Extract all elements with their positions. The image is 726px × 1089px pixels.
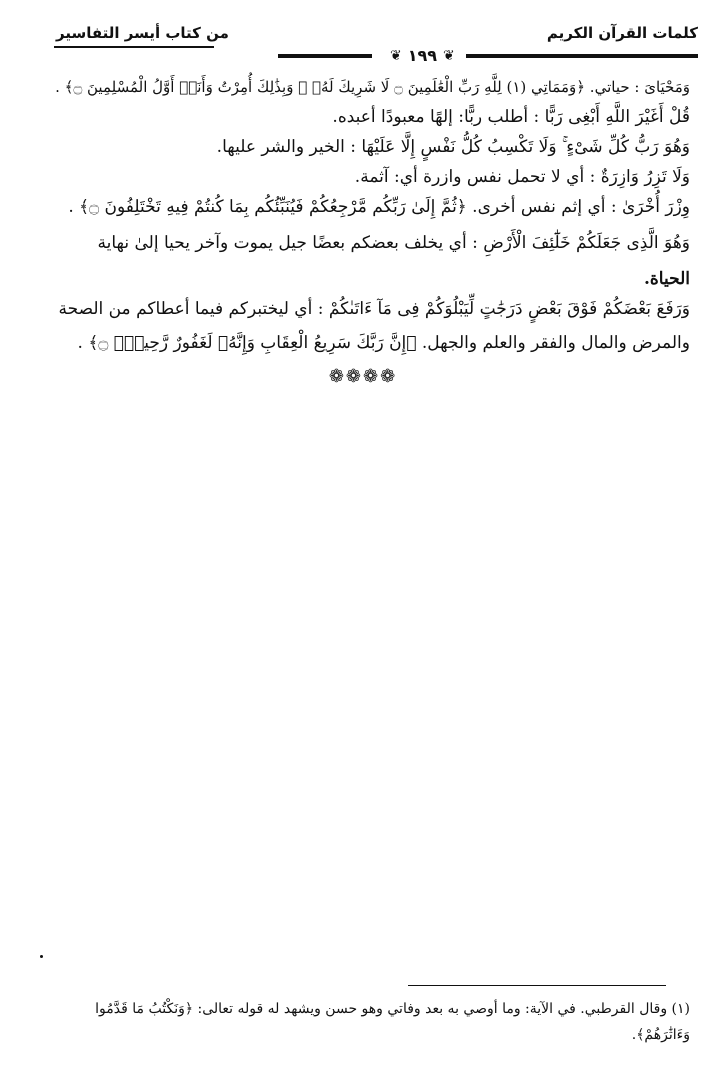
main-text [40,72,690,358]
book-title: كلمات القرآن الكريم [546,24,698,42]
text-line-6: وَهُوَ الَّذِى جَعَلَكُمْ خَلَٰٓئِفَ الْأَرْضِ : أي يخلف بعضكم بعضًا جيل يموت وآخر يحيا إلىٰ نهاية [97,233,690,253]
text-line-3: وَهُوَ رَبُّ كُلِّ شَىْءٍ ۚ وَلَا تَكْسِبُ كُلُّ نَفْسٍ إِلَّا عَلَيْهَا : الخير والشر عليها. [216,137,690,157]
page-header [50,10,698,66]
text-line-8: وَرَفَعَ بَعْضَكُمْ فَوْقَ بَعْضٍ دَرَجَٰتٍ لِّيَبْلُوَكُمْ فِى مَآ ءَاتَىٰكُمْ : أي ليختبركم فيما أعطاكم من الصحة [58,299,690,319]
page-number-group [390,46,455,65]
text-line-4: وَلَا تَزِرُ وَازِرَةٌ : أي لا تحمل نفس وازرة أي: آثمة. [354,167,690,187]
header-rule-bar-left [278,54,372,58]
page-dot [40,955,43,958]
footnote [30,996,690,1048]
header-rule [50,46,698,66]
text-line-5: وِزْرَ أُخْرَىٰ : أي إثم نفس أخرى. ﴿ثُمَّ إِلَىٰ رَبِّكُم مَّرْجِعُكُمْ فَيُنَبِّئُكُم بِمَا كُنتُمْ فِيهِ تَخْتَلِفُونَ ۝﴾ . [68,197,690,217]
ornament-left-icon: ❦ [443,47,455,64]
footnote-line-1: (١) وقال القرطبي. في الآية: وما أوصي به بعد وفاتي وهو حسن ويشهد له قوله تعالى: ﴿وَنَكْتُبُ مَا قَدَّمُوا [95,1001,690,1017]
footnote-line-2: وَءَاثَٰرَهُمْ﴾. [631,1027,690,1043]
footnote-rule [408,985,666,986]
text-line-9: والمرض والمال والفقر والعلم والجهل. ﴿إِنَّ رَبَّكَ سَرِيعُ الْعِقَابِ وَإِنَّهُۥ لَغَفُورٌ رَّحِيمٌۢ ۝﴾ . [77,333,690,353]
header-rule-bar-right [466,54,698,58]
text-line-7: الحياة. [643,269,690,289]
source-title: من كتاب أيسر التفاسير [56,24,229,42]
ornament-right-icon: ❦ [390,47,402,64]
page-number: ١٩٩ [407,46,438,65]
section-ornament: ❁❁❁❁ [328,366,398,387]
text-line-2: قُلْ أَغَيْرَ اللَّهِ أَبْغِى رَبًّا : أطلب ربًّا: إلهًا معبودًا أعبده. [332,107,690,127]
text-line-1: وَمَحْيَاىَ : حياتي. ﴿وَمَمَاتِي (١) لِلَّهِ رَبِّ الْعَٰلَمِينَ ۝ لَا شَرِيكَ لَهُۥ ۖ وَبِذَٰلِكَ أُمِرْتُ وَأَنَا۠ أَوَّلُ الْمُسْلِمِينَ ۝﴾ . [55,78,690,96]
